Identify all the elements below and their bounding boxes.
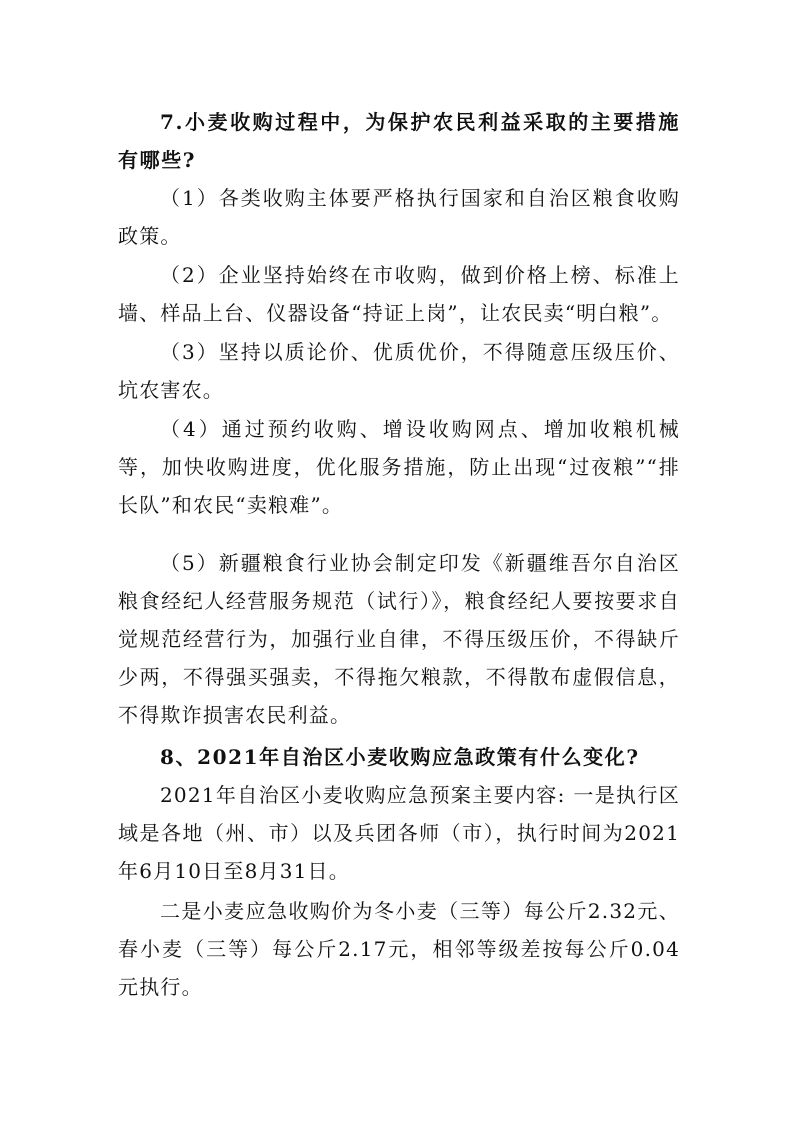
section-8-paragraph-1: 2021年自治区小麦收购应急预案主要内容: 一是执行区域是各地（州、市）以及兵团各师（市），执行时间为2021年6月10日至8月31日。	[118, 783, 680, 883]
section-7-paragraph-2: （2）企业坚持始终在市收购，做到价格上榜、标准上墙、样品上台、仪器设备“持证上岗”，让农民卖“明白粮”。	[118, 263, 680, 325]
section-7-heading: 7.小麦收购过程中，为保护农民利益采取的主要措施有哪些?	[118, 110, 680, 172]
section-7-paragraph-3: （3）坚持以质论价、优质优价，不得随意压级压价、坑农害农。	[118, 340, 680, 402]
section-7-paragraph-5: （5）新疆粮食行业协会制定印发《新疆维吾尔自治区粮食经纪人经营服务规范（试行）》，粮食经纪人要按要求自觉规范经营行为，加强行业自律，不得压级压价，不得缺斤少两，不得强买强卖，不得拖欠粮款，不得散布虚假信息，不得欺诈损害农民利益。	[118, 551, 680, 727]
section-7-paragraph-1: （1）各类收购主体要严格执行国家和自治区粮食收购政策。	[118, 186, 680, 248]
section-7-paragraph-4: （4）通过预约收购、增设收购网点、增加收粮机械等，加快收购进度，优化服务措施，防止出现“过夜粮”“排长队”和农民“卖粮难”。	[118, 417, 680, 517]
section-8-paragraph-2: 二是小麦应急收购价为冬小麦（三等）每公斤2.32元、春小麦（三等）每公斤2.17元，相邻等级差按每公斤0.04元执行。	[118, 899, 680, 999]
section-8-heading: 8、2021年自治区小麦收购应急政策有什么变化?	[160, 745, 640, 769]
